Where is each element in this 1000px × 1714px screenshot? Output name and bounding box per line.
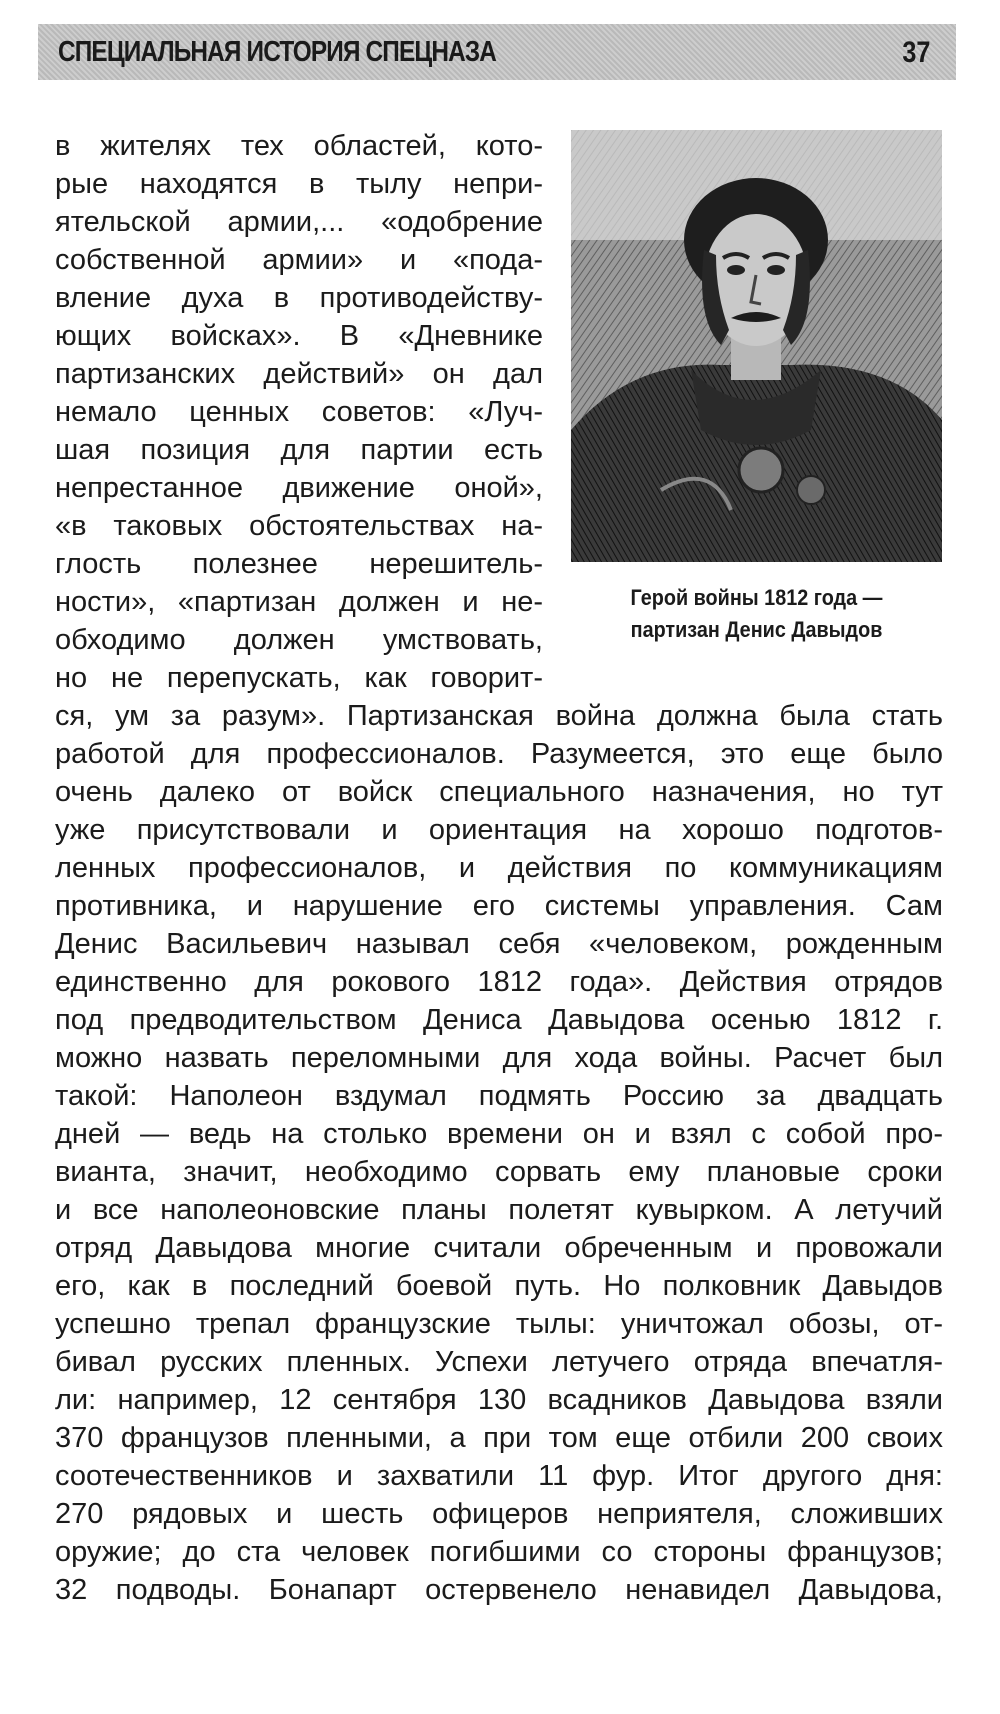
body-line: Денис Васильевич называл себя «человеком, рожденным xyxy=(55,928,943,960)
body-line: собственной армии» и «пода- xyxy=(55,244,543,276)
body-line: соотечественников и захватили 11 фур. Итог другого дня: xyxy=(55,1460,943,1492)
body-line: работой для профессионалов. Разумеется, это еще было xyxy=(55,738,943,770)
body-line: оружие; до ста человек погибшими со стороны французов; xyxy=(55,1536,943,1568)
body-line: ющих войсках». В «Дневнике xyxy=(55,320,543,352)
figure-caption-line-2: партизан Денис Давыдов xyxy=(630,617,883,642)
body-line: такой: Наполеон вздумал подмять Россию за двадцать xyxy=(55,1080,943,1112)
body-line: очень далеко от войск специального назначения, но тут xyxy=(55,776,943,808)
body-line: глость полезнее нерешитель- xyxy=(55,548,543,580)
body-line: ленных профессионалов, и действия по коммуникациям xyxy=(55,852,943,884)
body-line: уже присутствовали и ориентация на хорошо подготов- xyxy=(55,814,943,846)
body-line: в жителях тех областей, кото- xyxy=(55,130,543,162)
body-line: рые находятся в тылу непри- xyxy=(55,168,543,200)
body-line: непрестанное движение оной», xyxy=(55,472,543,504)
body-line: ли: например, 12 сентября 130 всадников Давыдова взяли xyxy=(55,1384,943,1416)
body-line: противника, и нарушение его системы управления. Сам xyxy=(55,890,943,922)
body-line: немало ценных советов: «Луч- xyxy=(55,396,543,428)
body-line: но не перепускать, как говорит- xyxy=(55,662,543,694)
body-line: шая позиция для партии есть xyxy=(55,434,543,466)
body-line: 370 французов пленными, а при том еще отбили 200 своих xyxy=(55,1422,943,1454)
portrait-illustration xyxy=(571,130,942,562)
body-line: ятельской армии,... «одобрение xyxy=(55,206,543,238)
body-line: дней — ведь на столько времени он и взял с собой про- xyxy=(55,1118,943,1150)
body-line: и все наполеоновские планы полетят кувырком. А летучий xyxy=(55,1194,943,1226)
portrait-image xyxy=(571,130,942,562)
body-line: вление духа в противодейству- xyxy=(55,282,543,314)
page-number: 37 xyxy=(901,36,930,69)
body-line: под предводительством Дениса Давыдова осенью 1812 г. xyxy=(55,1004,943,1036)
body-line: отряд Давыдова многие считали обреченным и провожали xyxy=(55,1232,943,1264)
running-header-title: СПЕЦИАЛЬНАЯ ИСТОРИЯ СПЕЦНАЗА xyxy=(58,36,497,68)
body-line: ся, ум за разум». Партизанская война должна была стать xyxy=(55,700,943,732)
body-line: бивал русских пленных. Успехи летучего отряда впечатля- xyxy=(55,1346,943,1378)
body-line: «в таковых обстоятельствах на- xyxy=(55,510,543,542)
body-line: успешно трепал французские тылы: уничтожал обозы, от- xyxy=(55,1308,943,1340)
body-line: обходимо должен умствовать, xyxy=(55,624,543,656)
body-line: партизанских действий» он дал xyxy=(55,358,543,390)
body-line: его, как в последний боевой путь. Но полковник Давыдов xyxy=(55,1270,943,1302)
body-line: единственно для рокового 1812 года». Действия отрядов xyxy=(55,966,943,998)
body-line: 270 рядовых и шесть офицеров неприятеля, сложивших xyxy=(55,1498,943,1530)
figure-caption-line-1: Герой войны 1812 года — xyxy=(630,585,883,610)
body-line: ности», «партизан должен и не- xyxy=(55,586,543,618)
body-line: 32 подводы. Бонапарт остервенело ненавидел Давыдова, xyxy=(55,1574,943,1606)
body-line: можно назвать переломными для хода войны. Расчет был xyxy=(55,1042,943,1074)
body-line: вианта, значит, необходимо сорвать ему плановые сроки xyxy=(55,1156,943,1188)
